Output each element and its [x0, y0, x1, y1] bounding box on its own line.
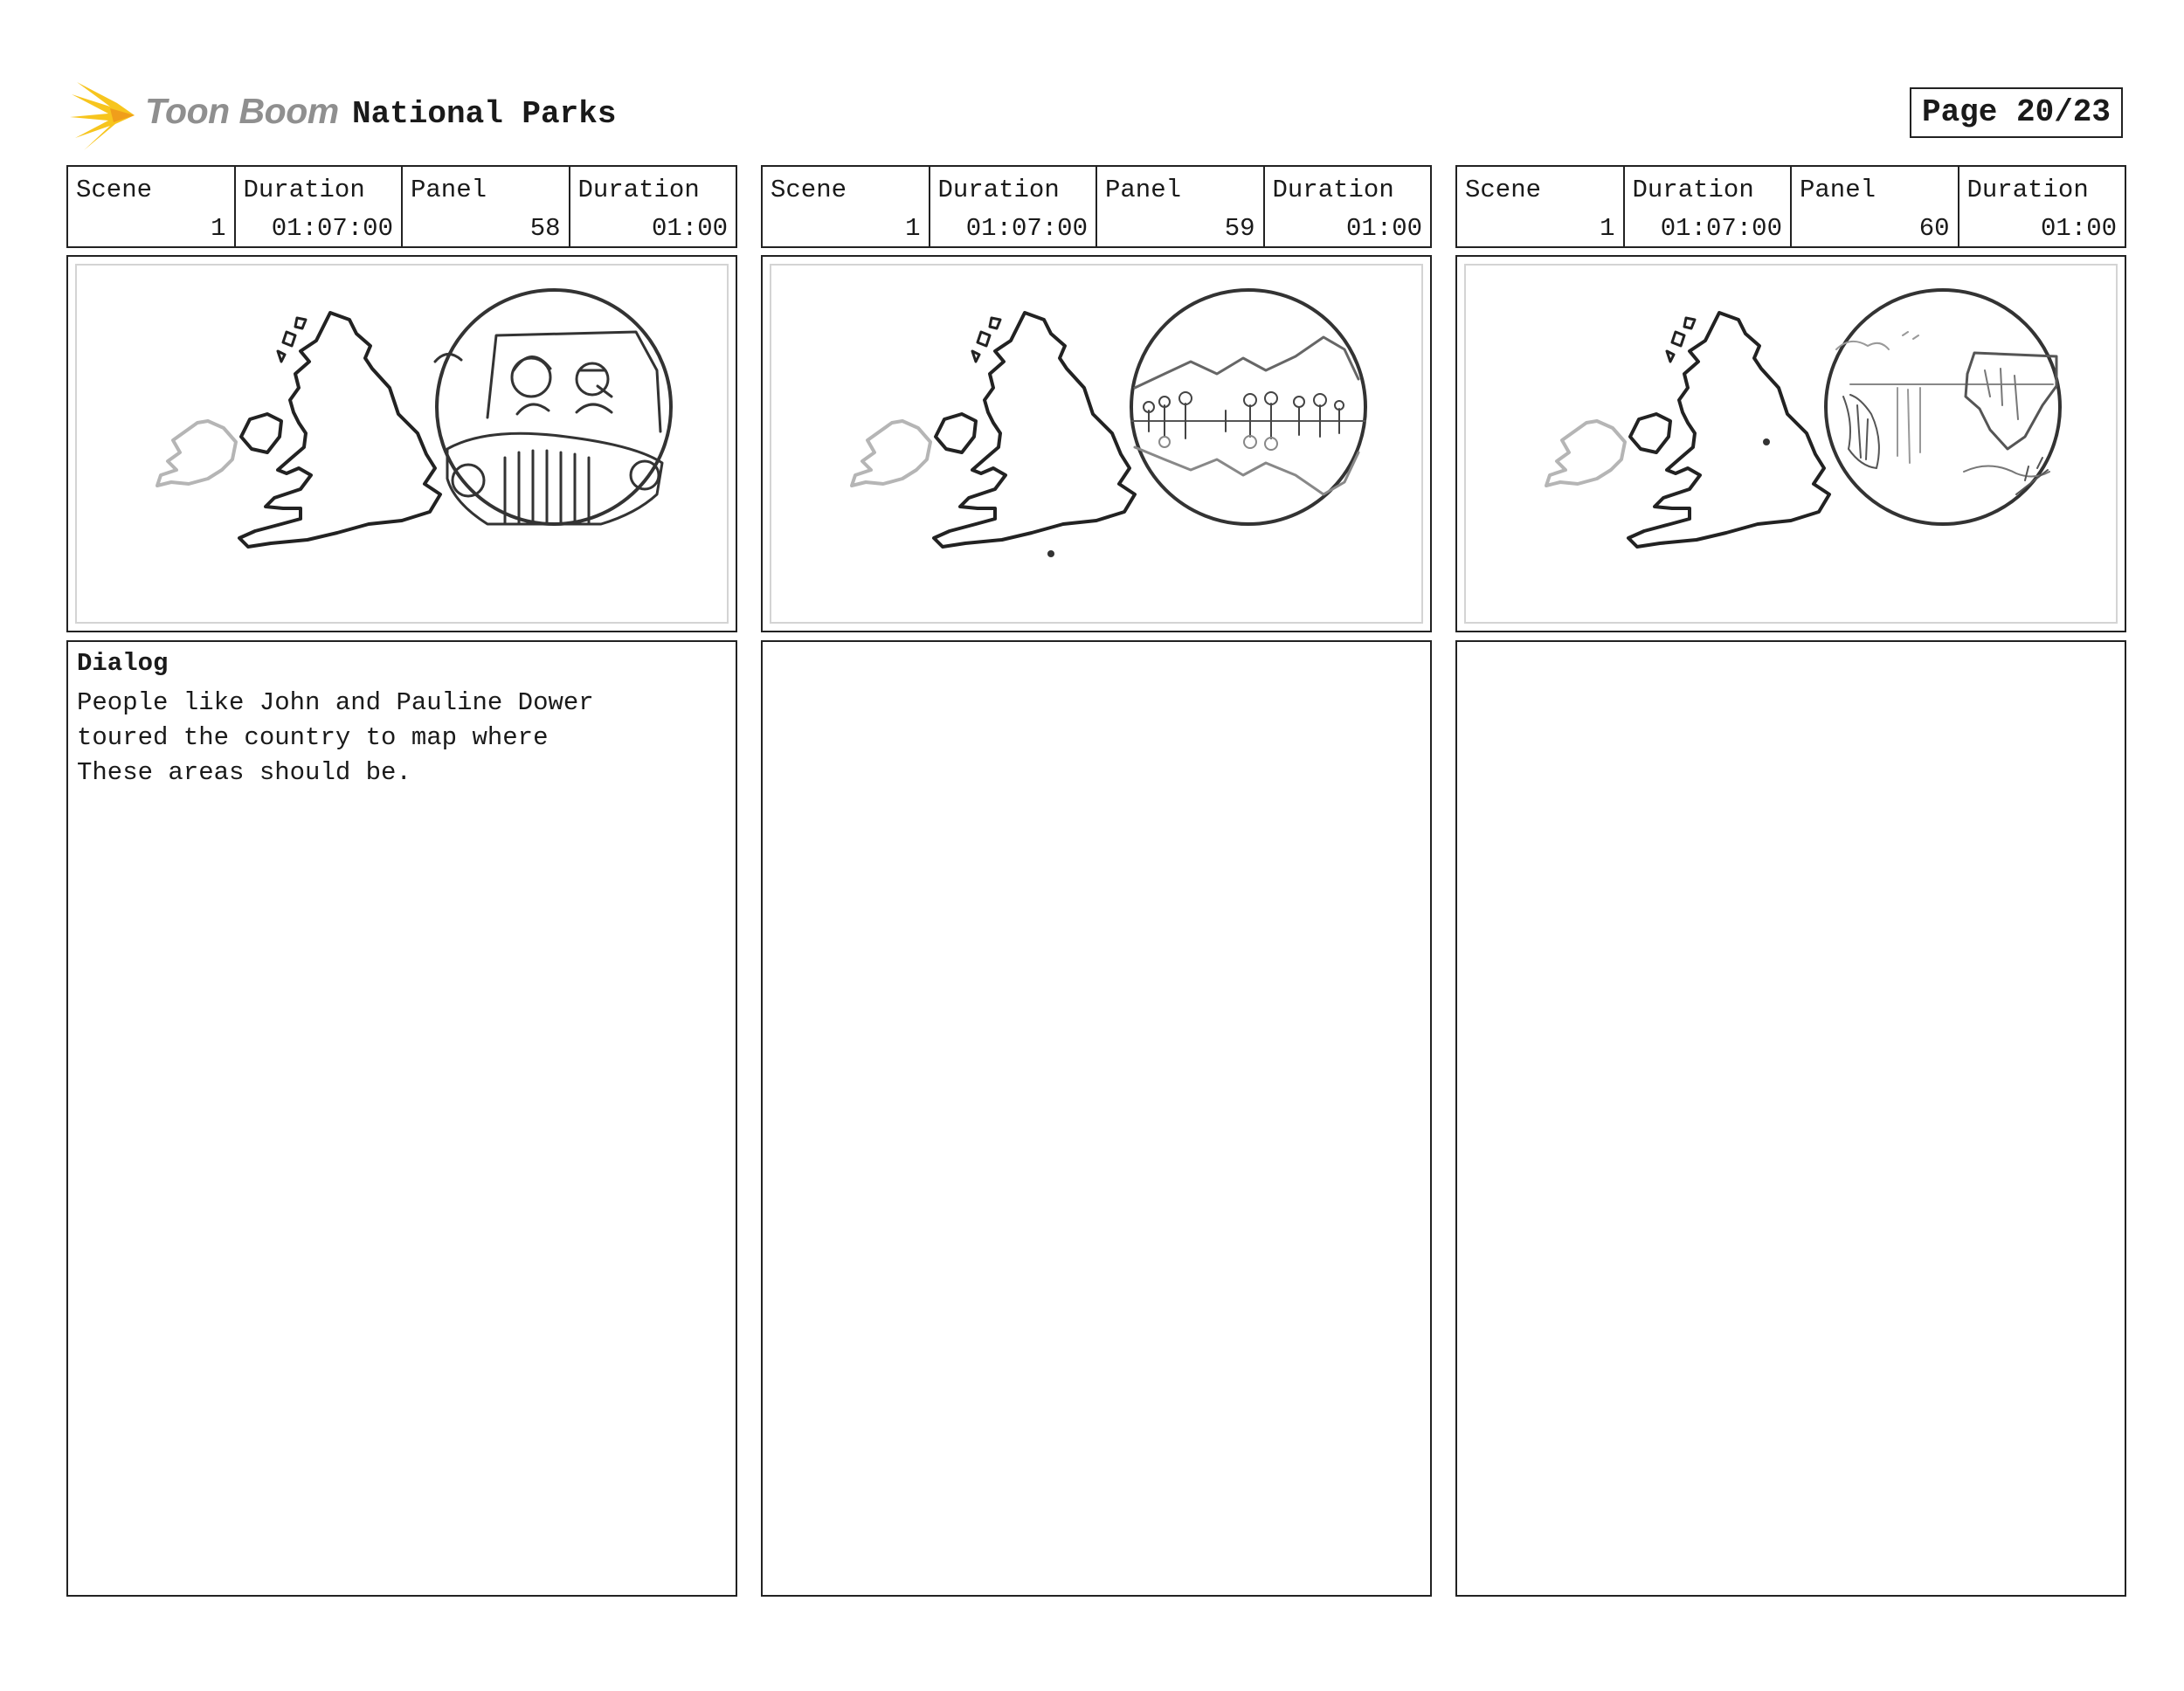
panel-duration-value: 01:00 — [1345, 214, 1422, 243]
notes-text: People like John and Pauline Dower toured the country to map where These areas should be. — [77, 688, 594, 787]
notes-box[interactable] — [761, 640, 1432, 1597]
panel-duration-cell — [1265, 167, 1431, 246]
scene-duration-label: Duration — [243, 176, 365, 204]
scene-duration-label: Duration — [1632, 176, 1754, 204]
scene-value: 1 — [905, 214, 921, 243]
panel-info-table — [1455, 165, 2126, 248]
panel-value: 59 — [1224, 214, 1255, 243]
scene-cell — [763, 167, 930, 246]
scene-duration-cell — [236, 167, 404, 246]
panel-label: Panel — [411, 176, 487, 204]
panel-cell — [1792, 167, 1959, 246]
dialog-notes[interactable] — [66, 640, 737, 1597]
scene-duration-value: 01:07:00 — [965, 214, 1088, 243]
scene-value: 1 — [1600, 214, 1615, 243]
scene-duration-value: 01:07:00 — [1660, 214, 1782, 243]
panel-duration-value: 01:00 — [651, 214, 728, 243]
panel-info-table — [761, 165, 1432, 248]
panel-image-frame[interactable] — [1455, 255, 2126, 632]
panel-label: Panel — [1800, 176, 1876, 204]
map-cliff-sketch — [1466, 266, 2119, 625]
toon-boom-logo — [70, 77, 339, 152]
panel-info-table — [66, 165, 737, 248]
scene-duration-cell — [1625, 167, 1793, 246]
panel-drawing — [75, 264, 729, 624]
panel-cell — [1097, 167, 1265, 246]
page-indicator: Page 20/23 — [1910, 87, 2123, 138]
scene-cell — [68, 167, 236, 246]
panel-drawing — [770, 264, 1423, 624]
scene-value: 1 — [211, 214, 226, 243]
scene-label: Scene — [76, 176, 153, 204]
panel-duration-label: Duration — [1966, 176, 2089, 204]
notes-box[interactable] — [1455, 640, 2126, 1597]
panel-duration-cell — [570, 167, 736, 246]
map-car-sketch — [77, 266, 730, 625]
panel-value: 60 — [1918, 214, 1950, 243]
scene-label: Scene — [1465, 176, 1542, 204]
panel-duration-label: Duration — [1272, 176, 1394, 204]
panel-image-frame[interactable] — [66, 255, 737, 632]
panel-cell — [403, 167, 570, 246]
scene-duration-value: 01:07:00 — [271, 214, 393, 243]
panel-label: Panel — [1105, 176, 1182, 204]
panel-value: 58 — [529, 214, 561, 243]
panel-drawing — [1464, 264, 2118, 624]
panel-duration-cell — [1959, 167, 2125, 246]
panel-duration-label: Duration — [577, 176, 700, 204]
map-lake-sketch — [771, 266, 1425, 625]
project-title: National Parks — [352, 96, 617, 132]
scene-cell — [1457, 167, 1625, 246]
panel-duration-value: 01:00 — [2040, 214, 2117, 243]
scene-duration-label: Duration — [937, 176, 1060, 204]
notes-heading: Dialog — [77, 649, 169, 678]
starburst-icon — [70, 77, 140, 152]
scene-duration-cell — [930, 167, 1098, 246]
logo-text: Toon Boom — [145, 91, 339, 131]
scene-label: Scene — [771, 176, 847, 204]
panel-image-frame[interactable] — [761, 255, 1432, 632]
